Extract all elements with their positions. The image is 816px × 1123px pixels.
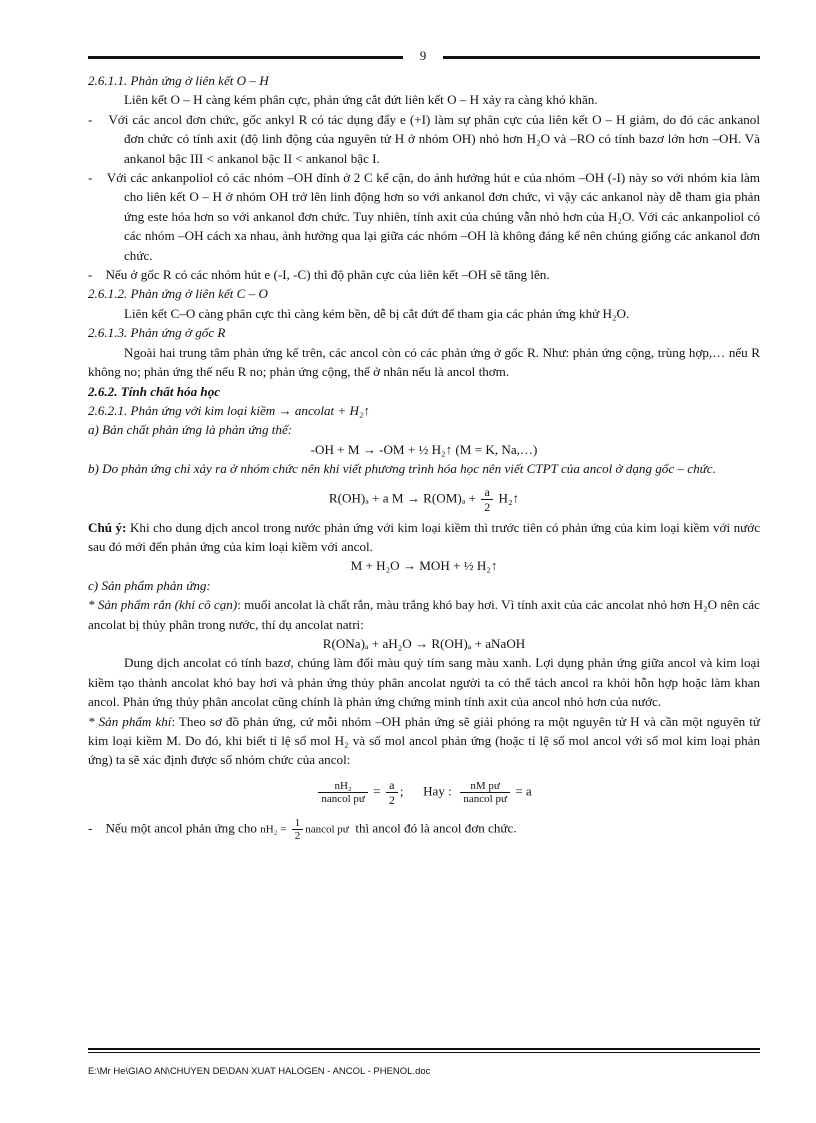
page-header — [88, 44, 760, 70]
heading-262: 2.6.2. Tính chất hóa học — [88, 383, 221, 399]
item-c: c) Sản phẩm phản ứng: — [88, 577, 211, 593]
file-path: E:\Mr He\GIAO AN\CHUYEN DE\DAN XUAT HALOGEN - ANCOL - PHENOL.doc — [88, 1066, 431, 1077]
equation-note: M + H₂O → MOH + ½ H₂↑ — [350, 558, 498, 574]
footer-rule-thin — [88, 1052, 760, 1053]
fraction-nh2-over-nancol: $\frac{\text{nH₂}}{\text{nancol pư}}$ — [318, 780, 368, 805]
hay-label: Hay : — [423, 783, 452, 799]
bullet-2611-3: - Nếu ở gốc R có các nhóm hút e (-I, -C) thì độ phân cực của liên kết –OH sẽ tăng lên. — [88, 267, 550, 283]
heading-2612: 2.6.1.2. Phản ứng ở liên kết C – O — [88, 286, 268, 302]
bullet-last: - Nếu một ancol phản ứng cho nH₂ = $\frac{1}{2}$ nancol pư thì ancol đó là ancol đơn chức. — [88, 816, 517, 842]
fraction-nm-over-nancol: $\frac{\text{nM pư}}{\text{nancol pư}}$ — [460, 780, 510, 805]
fraction-1-over-2: $\frac{1}{2}$ — [292, 817, 304, 842]
equation-b — [88, 485, 760, 514]
bullet-2611-2: - Với các ankanpoliol có các nhóm –OH đính ở 2 C kế cận, do ảnh hưởng hút e của nhóm –OH (-I) này so với nhóm kia làm cho liên kết O – H ở nhóm OH trở lên linh động hơn so với ankanol đơn chức, vì vậy các ankanol này dễ tham gia phản ứng este hóa hơn so với ankanol đơn chức. Tuy nhiên, tính axit của chúng vẫn nhỏ hơn của H₂O. Với các ankanpoliol có các nhóm –OH cách xa nhau, ảnh hưởng qua lại giữa các nhóm –OH là không đáng kể nên chúng giống các ankanol đơn chức. — [88, 170, 760, 263]
header-rule-right — [443, 56, 760, 59]
para-solid: Dung dịch ancolat có tính bazơ, chúng làm đổi màu quỳ tím sang màu xanh. Lợi dụng phản ứng giữa ancol và kim loại kiềm tạo thành ancolat khó bay hơi và phản ứng thủy phân ancolat người ta có thể tách ancol ra khỏi hỗn hợp hoặc làm khan ancol. Phản ứng thủy phân ancolat cũng chính là phản ứng chứng minh tính axit của ancol nhỏ hơn của nước. — [88, 655, 760, 710]
solid-label: * Sản phẩm rắn (khi cô cạn) — [88, 597, 238, 613]
heading-2613: 2.6.1.3. Phản ứng ở gốc R — [88, 325, 226, 341]
fraction-a-over-2: $\frac{a}{2}$ — [481, 485, 493, 514]
header-rule-left — [88, 56, 403, 59]
para-2613: Ngoài hai trung tâm phản ứng kể trên, các ancol còn có các phản ứng ở gốc R. Như: phản ứng cộng, trùng hợp,… nếu R không no; phản ứng thế nếu R no; phản ứng cộng, thế ở nhân nếu là ancol thơm. — [88, 344, 760, 380]
item-a: a) Bản chất phản ứng là phản ứng thế: — [88, 422, 293, 438]
page-number: 9 — [419, 48, 427, 63]
para-2611-intro: Liên kết O – H càng kém phân cực, phản ứng cắt đứt liên kết O – H xảy ra càng khó khăn. — [124, 92, 598, 108]
gas-label: * Sản phẩm khí — [88, 713, 172, 729]
bullet-2611-1: - Với các ancol đơn chức, gốc ankyl R có tác dụng đẩy e (+I) làm sự phân cực của liên kết O – H giảm, do đó các ankanol đơn chức có tính axit (độ linh động của nguyên tử H ở nhóm OH) nhỏ hơn H₂O và –RO có tính bazơ lớn hơn –OH. Và ankanol bậc III < ankanol bậc II < ankanol bậc I. — [88, 111, 760, 166]
equation-a: -OH + M → -OM + ½ H₂↑ (M = K, Na,…) — [310, 441, 538, 457]
footer-rule — [88, 1048, 760, 1050]
document-body — [88, 71, 760, 842]
gas-product-paragraph: * Sản phẩm khí: Theo sơ đồ phản ứng, cứ mỗi nhóm –OH phản ứng sẽ giải phóng ra một nguyên tử H và cần một nguyên tử kim loại kiềm M. Do đó, khi biết tỉ lệ số mol H₂ và số mol ancol phản ứng (hoặc tỉ lệ số mol ancol với số mol kim loại phản ứng) ta sẽ xác định được số nhóm chức của ancol: — [88, 713, 760, 768]
note-label: Chú ý: — [88, 519, 127, 535]
equation-ratios: $\frac{\text{nH₂}}{\text{nancol pư}}$ = $\frac{a}{2}$ ; Hay : $\frac{\text{nM pư}}{\text{nancol pư}}$ = a — [88, 778, 760, 807]
equation-b-right: H₂↑ — [498, 490, 520, 506]
equation-b-left: R(OH)ₐ + a M → R(OM)ₐ + — [328, 490, 476, 506]
fraction-a-over-2-b: $\frac{a}{2}$ — [386, 778, 398, 807]
equation-solid: R(ONa)ₐ + aH₂O → R(OH)ₐ + aNaOH — [322, 635, 526, 651]
heading-2611: 2.6.1.1. Phản ứng ở liên kết O – H — [88, 73, 269, 88]
solid-product-paragraph: * Sản phẩm rắn (khi cô cạn): muối ancolat là chất rắn, màu trắng khó bay hơi. Vì tính axit của các ancolat nhỏ hơn H₂O nên các ancolat bị thủy phân trong nước, thí dụ ancolat natri: — [88, 597, 760, 632]
heading-2621: 2.6.2.1. Phản ứng với kim loại kiềm → ancolat + H₂↑ — [88, 402, 371, 418]
note-paragraph: Chú ý: Khi cho dung dịch ancol trong nước phản ứng với kim loại kiềm thì trước tiên có phản ứng của kim loại kiềm với nước sau đó mới đến phản ứng của kim loại kiềm với ancol. — [88, 519, 761, 554]
item-b: b) Do phản ứng chỉ xảy ra ở nhóm chức nên khi viết phương trình hóa học nên viết CTPT của ancol ở dạng gốc – chức. — [88, 461, 716, 477]
para-2612: Liên kết C–O càng phân cực thì càng kém bền, dễ bị cắt đứt để tham gia các phản ứng khử H₂O. — [124, 305, 630, 321]
